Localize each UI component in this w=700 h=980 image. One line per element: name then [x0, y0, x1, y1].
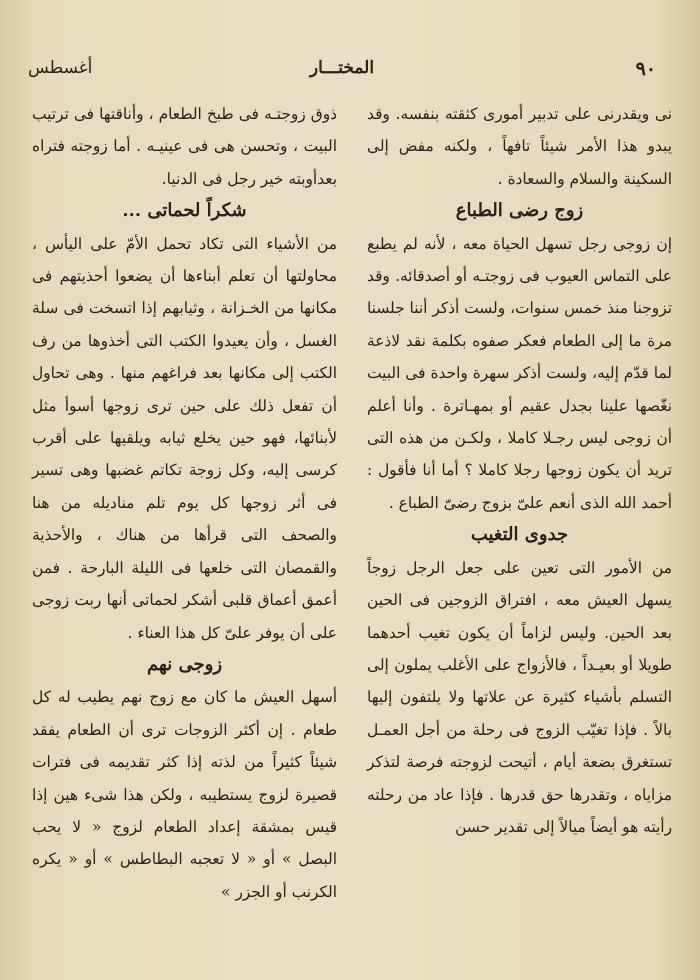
section-body-easy-tempered-husband: إن زوجى رجل تسهل الحياة معه ، لأنه لم يطبع على التماس العيوب فى زوجتـه أو أصدقائه. وقد تزوجنا منذ خمس سنوات، ولست أذكر أننا جلسنا مرة ما إلى الطعام فعكر صفوه بكلمة نقد لاذعة لما قدّم إليه، ولست أذكر سهرة واحدة فى البيت نغّصها علينا بجدل عقيم أو بمهـاترة . وأنا أعلم أن زوجى ليس رجـلا كاملا ، ولكـن من هذه التى تريد أن يكون زوجها رجلا كاملا ؟ أما أنا فأقول : أحمد الله الذى أنعم علىّ بزوج رضىّ الطباع . — [366, 234, 672, 512]
section-body-value-of-absence: من الأمور التى تعين على جعل الرجل زوجاً يسهل العيش معه ، افتراق الزوجين فى الحين بعد الحين. وليس لزاماً أن يكون تغيب أحدهما طويلا أو بعيـداً ، فالأزواج على الأغلب يملون إلى التسلم بأشياء كثيرة عن علاتها ولا يلتفون إليها بالاً . فإذا تغيّب الزوج فى رحلة من أجل العمـل تستغرق بضعة أيام ، أتيحت لزوجته فرصة لتذكر مزاياه ، وتقدرها حق قدرها . فإذا عاد من رحلته رأيته هو أيضاً ميالاً إلى تقدير حسن — [367, 558, 672, 836]
magazine-title: المختـــار — [309, 58, 375, 78]
right-column-intro: نى ويقدرنى على تدبير أمورى كثقته بنفسه. وقد يبدو هذا الأمر شيئاً تافهاً ، ولكنه مفض إلى السكينة والسلام والسعادة . — [367, 105, 672, 188]
section-body-thanks-mother-in-law: من الأشياء التى تكاد تحمل الأمّ على اليأس ، محاولتها أن تعلم أبناءها أن يضعوا أحذيتهم فى مكانها من الخـزانة ، وثيابهم إذا اتسخت فى سلة الغسل ، وأن يعيدوا الكتب التى أخذوها من رف الكتب إلى مكانها بعد فراغهم منها . وهى تحاول أن تفعل ذلك على حين ترى زوجها أسوأ مثل لأبنائها، فهو حين يخلع ثيابه ويلقيها على أقرب كرسى إليه، وكل زوجة تكاتم غضبها وهى تسير فى أثر زوجها كل يوم تلم مناديله من هنا والصحف التى قرأها من هناك ، والأحذية والقمصان التى خلعها فى الليلة البارحة . فمن أعمق أعماق قلبى أشكر لحماتى أنها ربت زوجى على أن يوفر علىّ كل هذا العناء . — [32, 234, 337, 642]
left-column — [32, 98, 337, 908]
section-title-easy-tempered-husband: زوج رضى الطباع — [455, 200, 584, 222]
section-title-hearty-eater: زوجى نهم — [146, 653, 223, 675]
running-header — [28, 58, 656, 88]
issue-month: أغسطس — [28, 58, 93, 78]
section-title-value-of-absence: جدوى التغيب — [470, 524, 569, 546]
right-column — [367, 98, 672, 843]
left-column-intro: ذوق زوجتـه فى طبخ الطعام ، وأناقتها فى ترتيب البيت ، وتحسن هى فى عينيـه . أما زوجته فتراه بعدأوبته خير رجل فى الدنيا. — [32, 105, 337, 188]
page-number: ٩٠ — [635, 58, 656, 80]
section-title-thanks-mother-in-law: شكراً لحماتى ... — [122, 200, 247, 222]
section-body-hearty-eater: أسهل العيش ما كان مع زوج نهم يطيب له كل طعام . إن أكثر الزوجات ترى أن الطعام يفقد شيئاً كثيراً من لذته إذا كثر تقديمه فى فترات قصيرة لزوج يستطيبه ، ولكن هذا شىء هين إذا قيس بمشقة إعداد الطعام لزوج « لا يحب البصل » أو « لا تعجبه البطاطس » أو « يكره الكرنب أو الجزر » — [32, 688, 337, 901]
